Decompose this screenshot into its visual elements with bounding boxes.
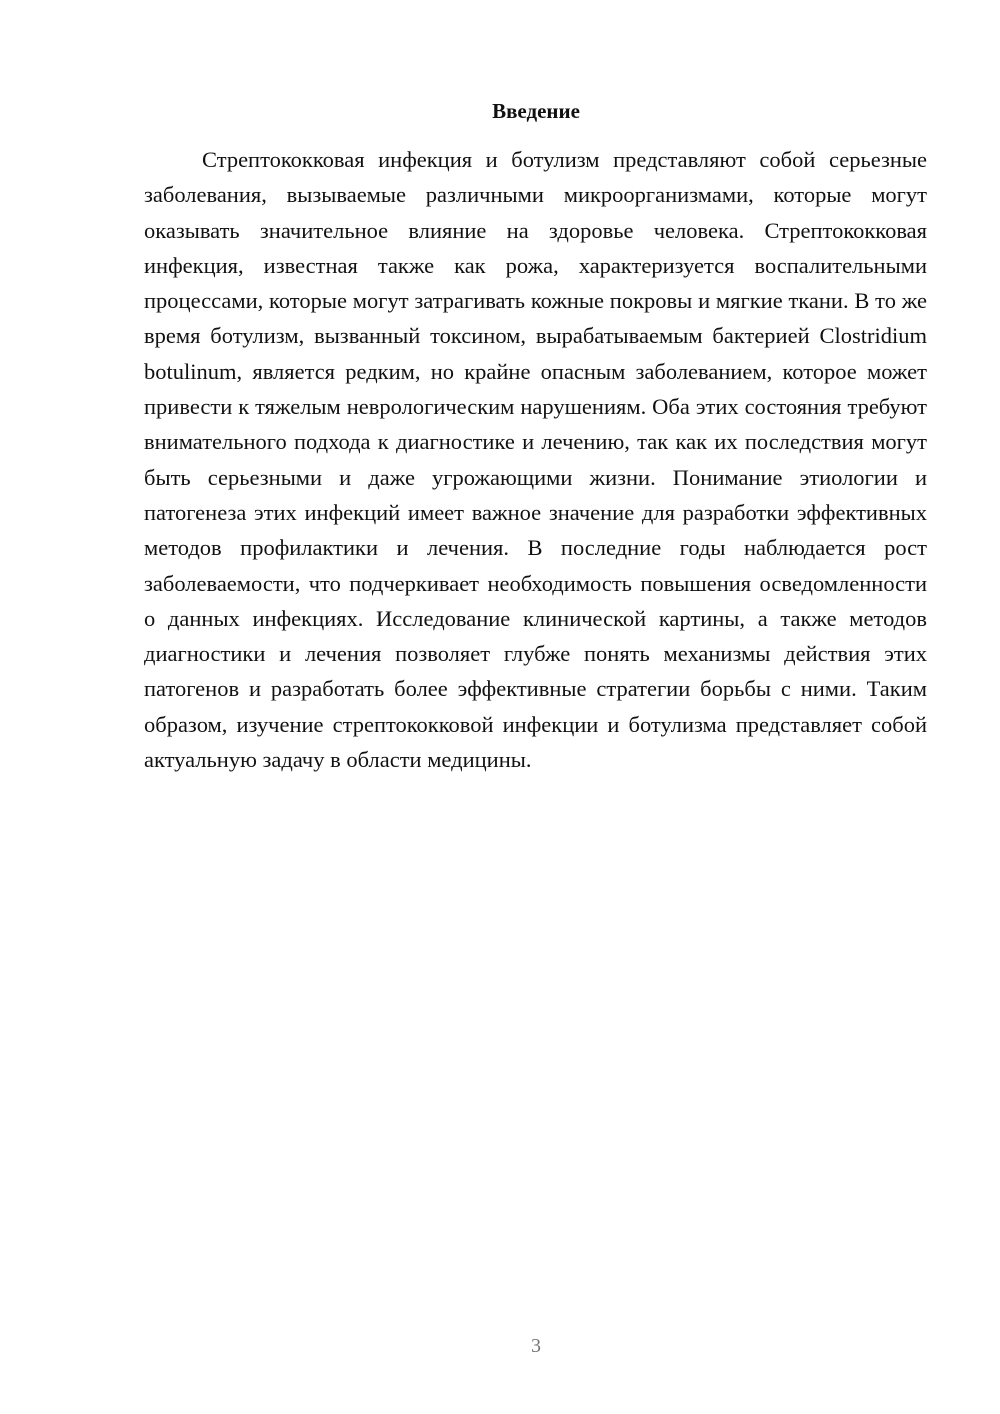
page-number: 3 [531,1335,541,1357]
body-paragraph: Стрептококковая инфекция и ботулизм представляют собой серьезные заболевания, вызываемые различными микроорганизмами, которые могут оказывать значительное влияние на здоровье человека. Стрептококковая инфекция, известная также как рожа, характеризуется воспалительными процессами, которые могут затрагивать кожные покровы и мягкие ткани. В то же время ботулизм, вызванный токсином, вырабатываемым бактерией Clostridium botulinum, является редким, но крайне опасным заболеванием, которое может привести к тяжелым неврологическим нарушениям. Оба этих состояния требуют внимательного подхода к диагностике и лечению, так как их последствия могут быть серьезными и даже угрожающими жизни. Понимание этиологии и патогенеза этих инфекций имеет важное значение для разработки эффективных методов профилактики и лечения. В последние годы наблюдается рост заболеваемости, что подчеркивает необходимость повышения осведомленности о данных инфекциях. Исследование клинической картины, а также методов диагностики и лечения позволяет глубже понять механизмы действия этих патогенов и разработать более эффективные стратегии борьбы с ними. Таким образом, изучение стрептококковой инфекции и ботулизма представляет собой актуальную задачу в области медицины. [144,147,927,773]
section-heading: Введение [492,99,580,123]
